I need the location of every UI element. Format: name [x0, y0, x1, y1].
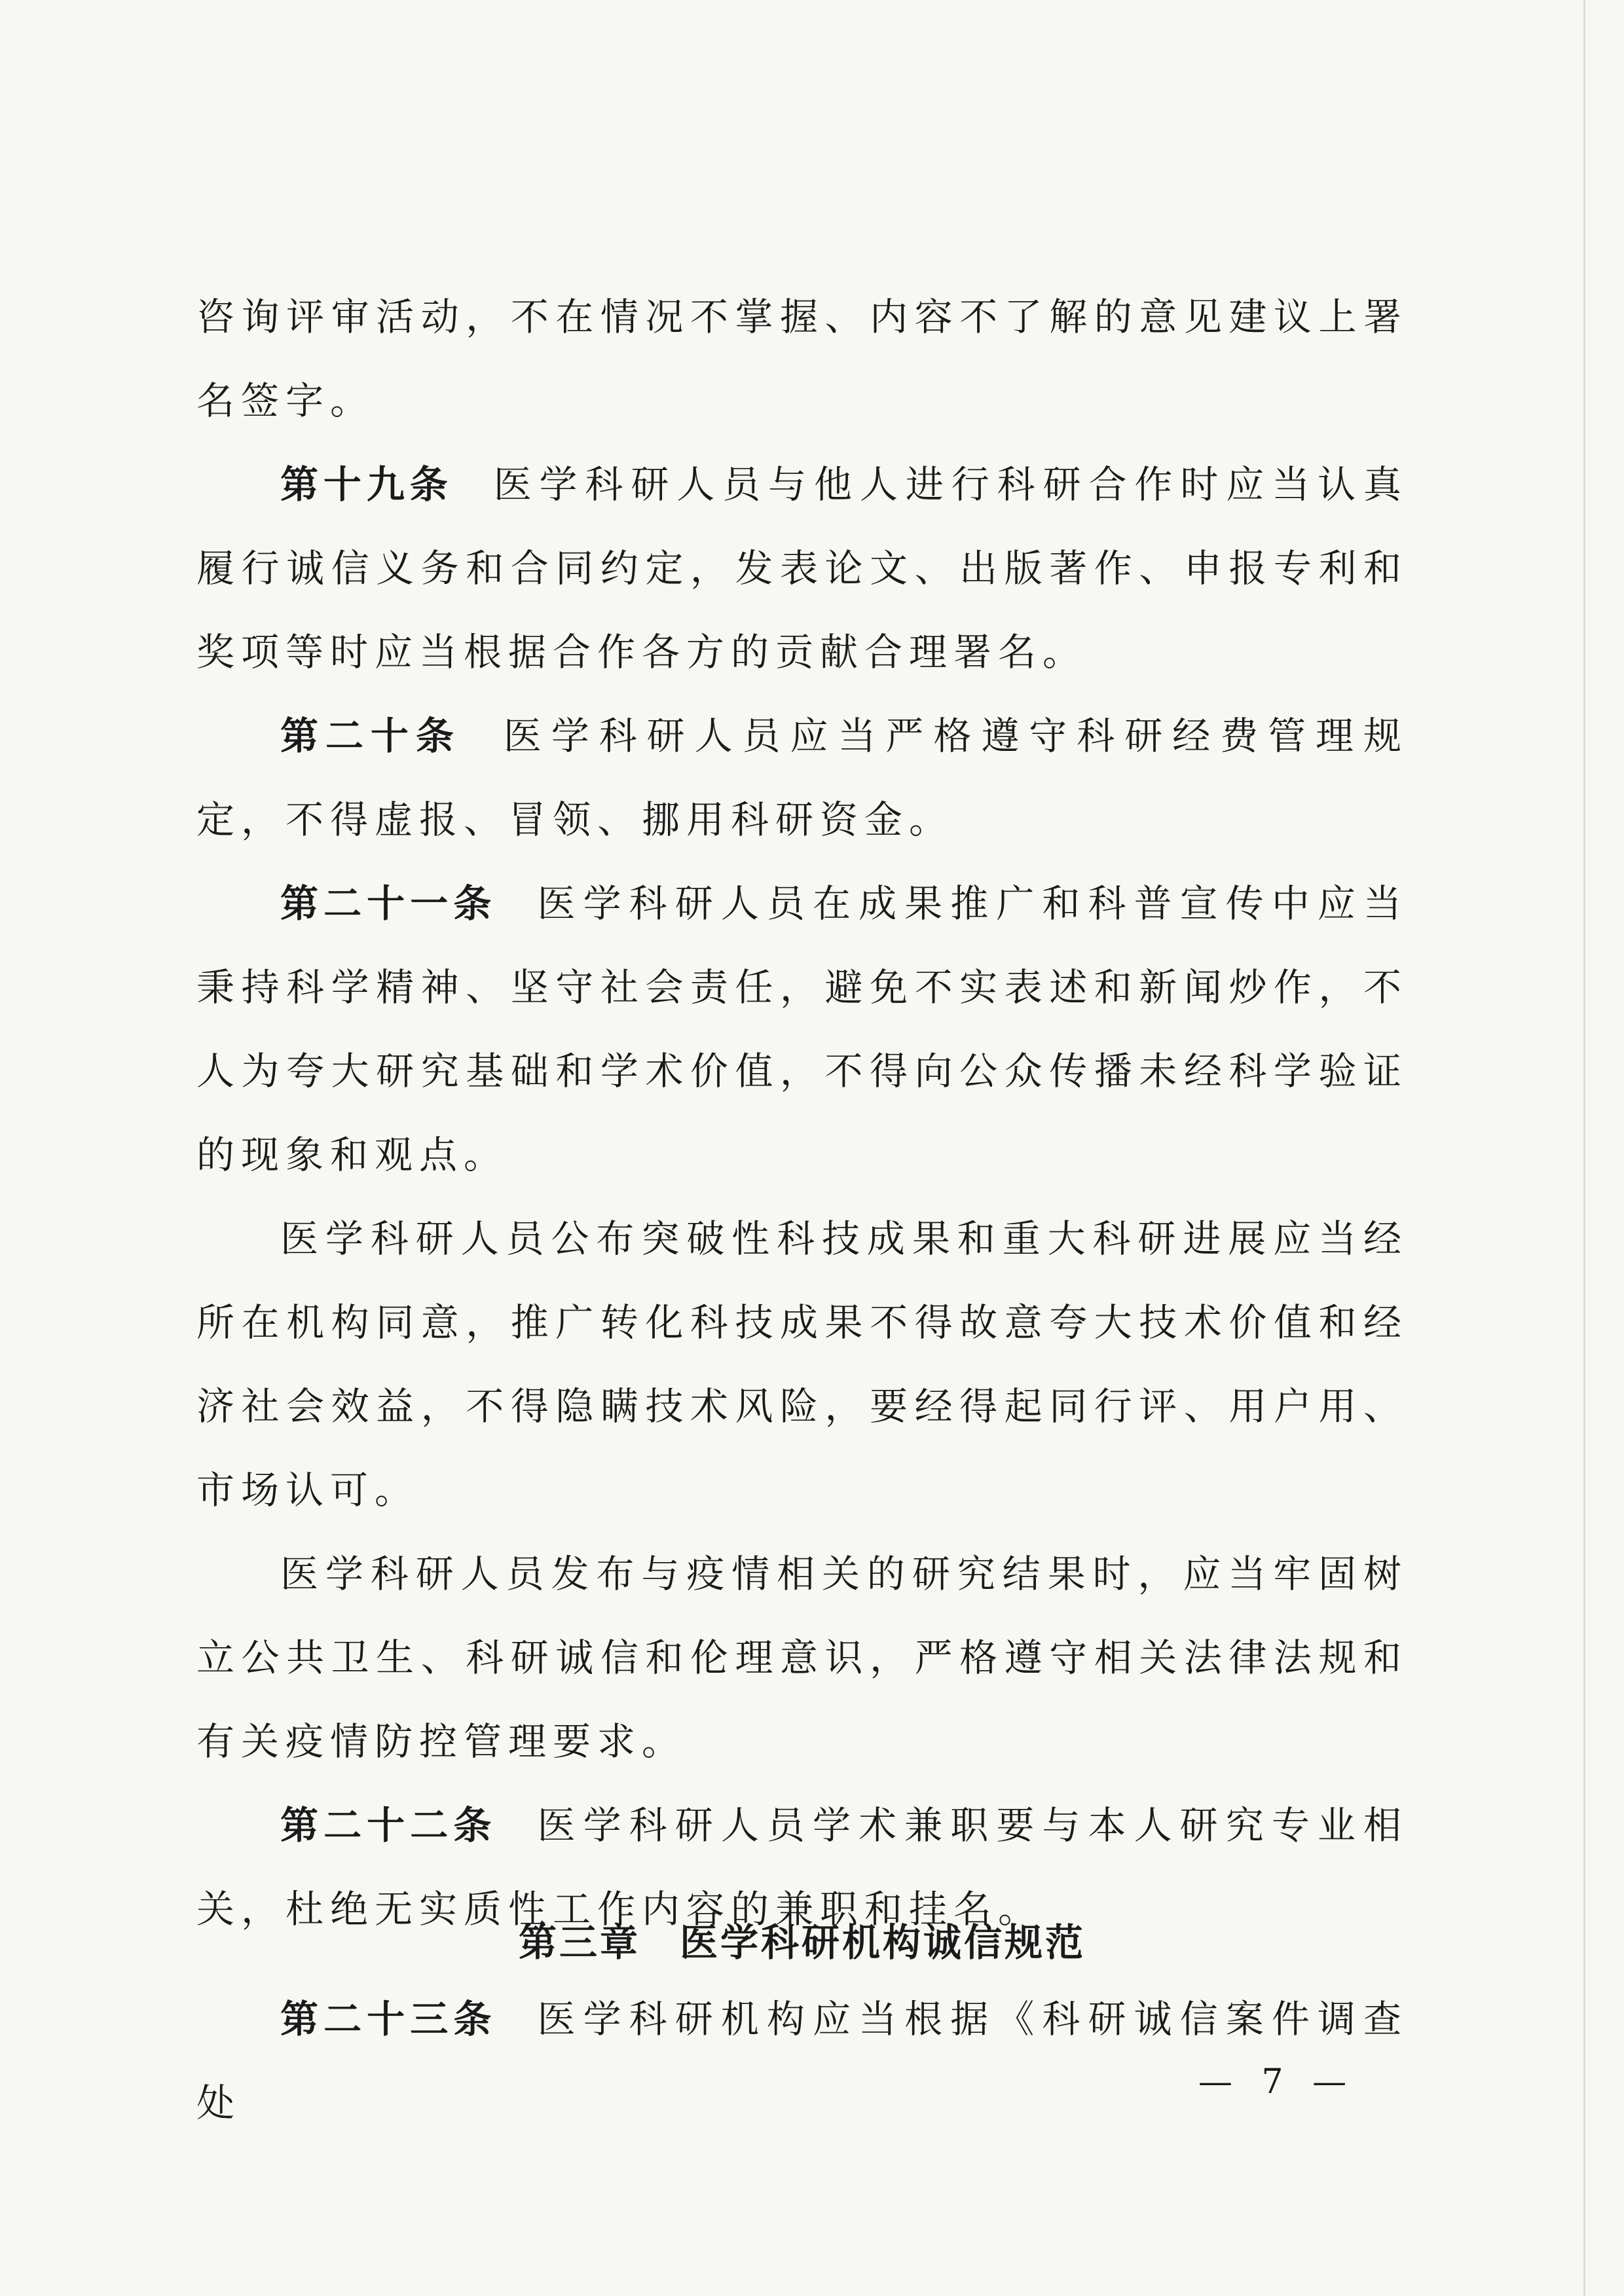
body-text-lower: [196, 1977, 1408, 2145]
paragraph-text: 医学科研人员公布突破性科技成果和重大科研进展应当经所在机构同意，推广转化科技成果不得故意夸大技术价值和经济社会效益，不得隐瞒技术风险，要经得起同行评、用户用、市场认可。: [196, 1216, 1408, 1512]
body-text-upper: [196, 275, 1408, 1951]
paragraph-breakthrough-results: [196, 1197, 1408, 1532]
article-text: 医学科研机构应当根据《科研诚信案件调查处: [196, 1997, 1408, 2125]
article-number: 第二十一条: [280, 881, 497, 926]
article-23: [196, 1977, 1408, 2145]
article-text: 医学科研人员在成果推广和科普宣传中应当秉持科学精神、坚守社会责任，避免不实表述和新闻炒作，不人为夸大研究基础和学术价值，不得向公众传播未经科学验证的现象和观点。: [196, 881, 1408, 1177]
article-number: 第十九条: [280, 462, 453, 507]
article-19: [196, 443, 1408, 694]
chapter-number: 第三章: [518, 1920, 640, 1965]
paragraph-epidemic-results: [196, 1532, 1408, 1783]
scan-edge-line: [1583, 0, 1585, 2296]
paragraph-text: 医学科研人员发布与疫情相关的研究结果时，应当牢固树立公共卫生、科研诚信和伦理意识，严格遵守相关法律法规和有关疫情防控管理要求。: [196, 1552, 1408, 1764]
chapter-title: 医学科研机构诚信规范: [680, 1920, 1086, 1965]
article-21: [196, 862, 1408, 1197]
article-text: 医学科研人员学术兼职要与本人研究专业相关，杜绝无实质性工作内容的兼职和挂名。: [196, 1803, 1408, 1931]
article-text: 医学科研人员与他人进行科研合作时应当认真履行诚信义务和合同约定，发表论文、出版著作、申报专利和奖项等时应当根据合作各方的贡献合理署名。: [196, 462, 1408, 674]
article-number: 第二十三条: [280, 1997, 497, 2041]
paragraph-continuation: [196, 275, 1408, 443]
article-number: 第二十条: [280, 714, 461, 758]
article-text: 医学科研人员应当严格遵守科研经费管理规定，不得虚报、冒领、挪用科研资金。: [196, 714, 1408, 842]
chapter-heading: [196, 1912, 1408, 1967]
article-20: [196, 694, 1408, 862]
page-number: — 7 —: [1198, 2062, 1356, 2102]
paragraph-text: 咨询评审活动，不在情况不掌握、内容不了解的意见建议上署名签字。: [196, 295, 1408, 423]
article-number: 第二十二条: [280, 1803, 497, 1848]
